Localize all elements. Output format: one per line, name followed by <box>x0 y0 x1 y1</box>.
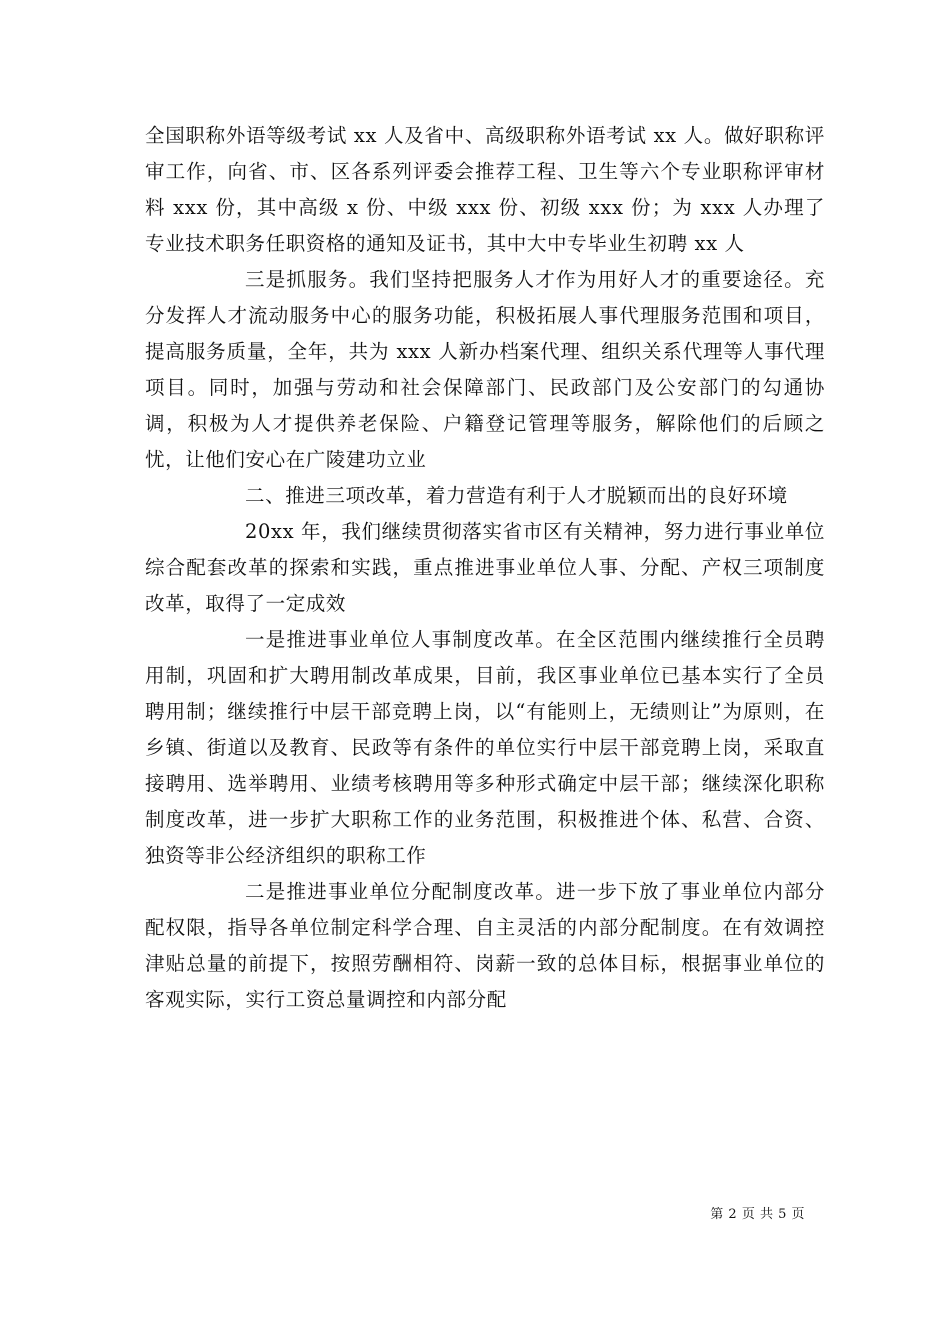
paragraph-personnel-reform: 一是推进事业单位人事制度改革。在全区范围内继续推行全员聘用制，巩固和扩大聘用制改革成果，目前，我区事业单位已基本实行了全员聘用制；继续推行中层干部竞聘上岗，以“有能则上，无绩则让”为原则，在乡镇、街道以及教育、民政等有条件的单位实行中层干部竞聘上岗，采取直接聘用、选举聘用、业绩考核聘用等多种形式确定中层干部；继续深化职称制度改革，进一步扩大职称工作的业务范围，积极推进个体、私营、合资、独资等非公经济组织的职称工作 <box>145 628 825 867</box>
section-heading-three-reforms: 二、推进三项改革，着力营造有利于人才脱颖而出的良好环境 <box>245 484 788 507</box>
paragraph-exam-and-title-review: 全国职称外语等级考试 xx 人及省中、高级职称外语考试 xx 人。做好职称评审工作，向省、市、区各系列评委会推荐工程、卫生等六个专业职称评审材料 xxx 份，其中高级 x 份、中级 xxx 份、初级 xxx 份；为 xxx 人办理了专业技术职务任职资格的通知及证书，其中大中专毕业生初聘 xx 人 <box>145 124 825 255</box>
paragraph-reform-overview: 20xx 年，我们继续贯彻落实省市区有关精神，努力进行事业单位综合配套改革的探索和实践，重点推进事业单位人事、分配、产权三项制度改革，取得了一定成效 <box>145 520 825 615</box>
page-number-footer: 第 2 页 共 5 页 <box>710 1207 805 1222</box>
document-body <box>145 118 825 1018</box>
paragraph-distribution-reform: 二是推进事业单位分配制度改革。进一步下放了事业单位内部分配权限，指导各单位制定科学合理、自主灵活的内部分配制度。在有效调控津贴总量的前提下，按照劳酬相符、岗薪一致的总体目标，根据事业单位的客观实际，实行工资总量调控和内部分配 <box>145 880 825 1011</box>
paragraph-service: 三是抓服务。我们坚持把服务人才作为用好人才的重要途径。充分发挥人才流动服务中心的服务功能，积极拓展人事代理服务范围和项目，提高服务质量，全年，共为 xxx 人新办档案代理、组织关系代理等人事代理项目。同时，加强与劳动和社会保障部门、民政部门及公安部门的勾通协调，积极为人才提供养老保险、户籍登记管理等服务，解除他们的后顾之忧，让他们安心在广陵建功立业 <box>145 268 825 471</box>
